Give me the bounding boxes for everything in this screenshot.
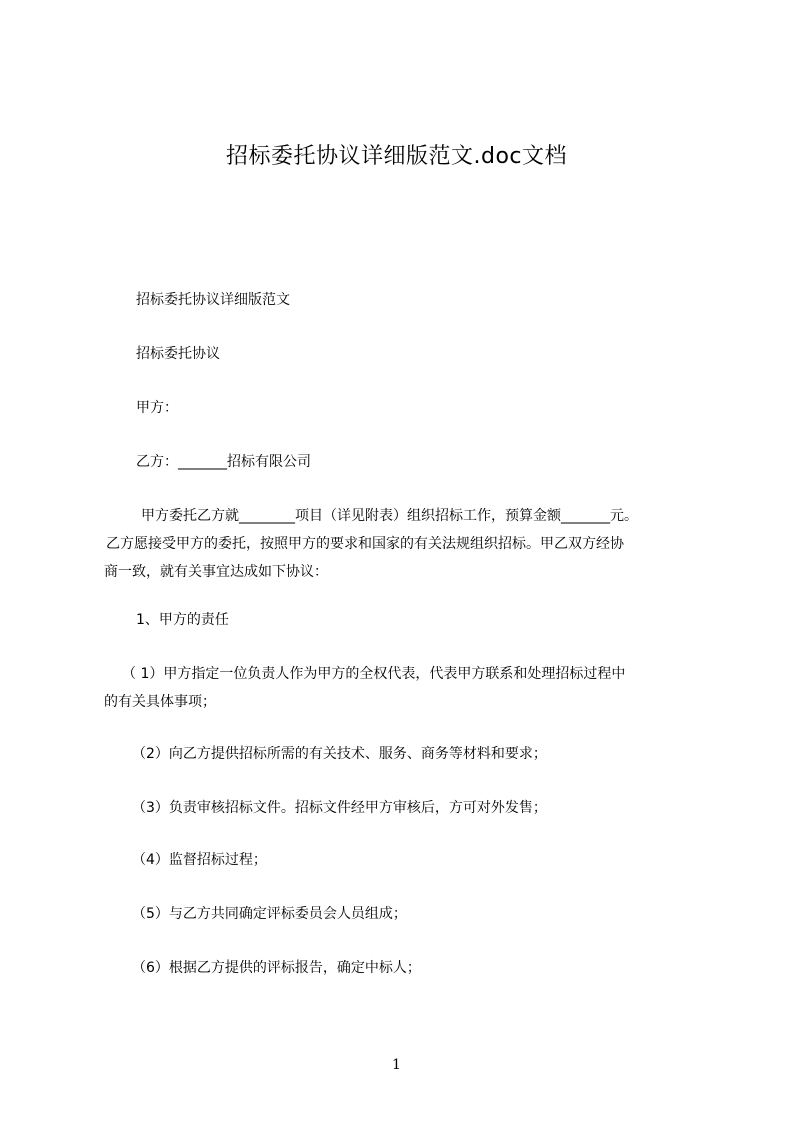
list-item-4: （4）监督招标过程； [132,852,267,868]
paragraph-party-b: 乙方：_______招标有限公司 [136,454,311,470]
paragraph-commission-line-1: 甲方委托乙方就________项目（详见附表）组织招标工作，预算金额_______元。 [141,508,638,524]
paragraph-commission-line-3: 商一致，就有关事宜达成如下协议： [104,564,328,580]
list-item-5: （5）与乙方共同确定评标委员会人员组成； [132,906,407,922]
list-item-1-line-1: （ 1）甲方指定一位负责人作为甲方的全权代表，代表甲方联系和处理招标过程中 [122,666,626,682]
paragraph-party-a: 甲方： [136,400,178,416]
list-item-1-line-2: 的有关具体事项； [104,694,216,710]
page-number: 1 [392,1057,401,1073]
list-item-6: （6）根据乙方提供的评标报告，确定中标人； [132,960,421,976]
document-title: 招标委托协议详细版范文.doc文档 [225,144,567,169]
paragraph-agreement-name: 招标委托协议 [136,346,220,362]
paragraph-commission-line-2: 乙方愿接受甲方的委托，按照甲方的要求和国家的有关法规组织招标。甲乙双方经协 [106,536,624,552]
section-heading-party-a-duties: 1、甲方的责任 [136,612,229,628]
paragraph-doc-heading: 招标委托协议详细版范文 [136,292,290,308]
list-item-2: （2）向乙方提供招标所需的有关技术、服务、商务等材料和要求； [132,746,547,762]
list-item-3: （3）负责审核招标文件。招标文件经甲方审核后，方可对外发售； [132,800,547,816]
